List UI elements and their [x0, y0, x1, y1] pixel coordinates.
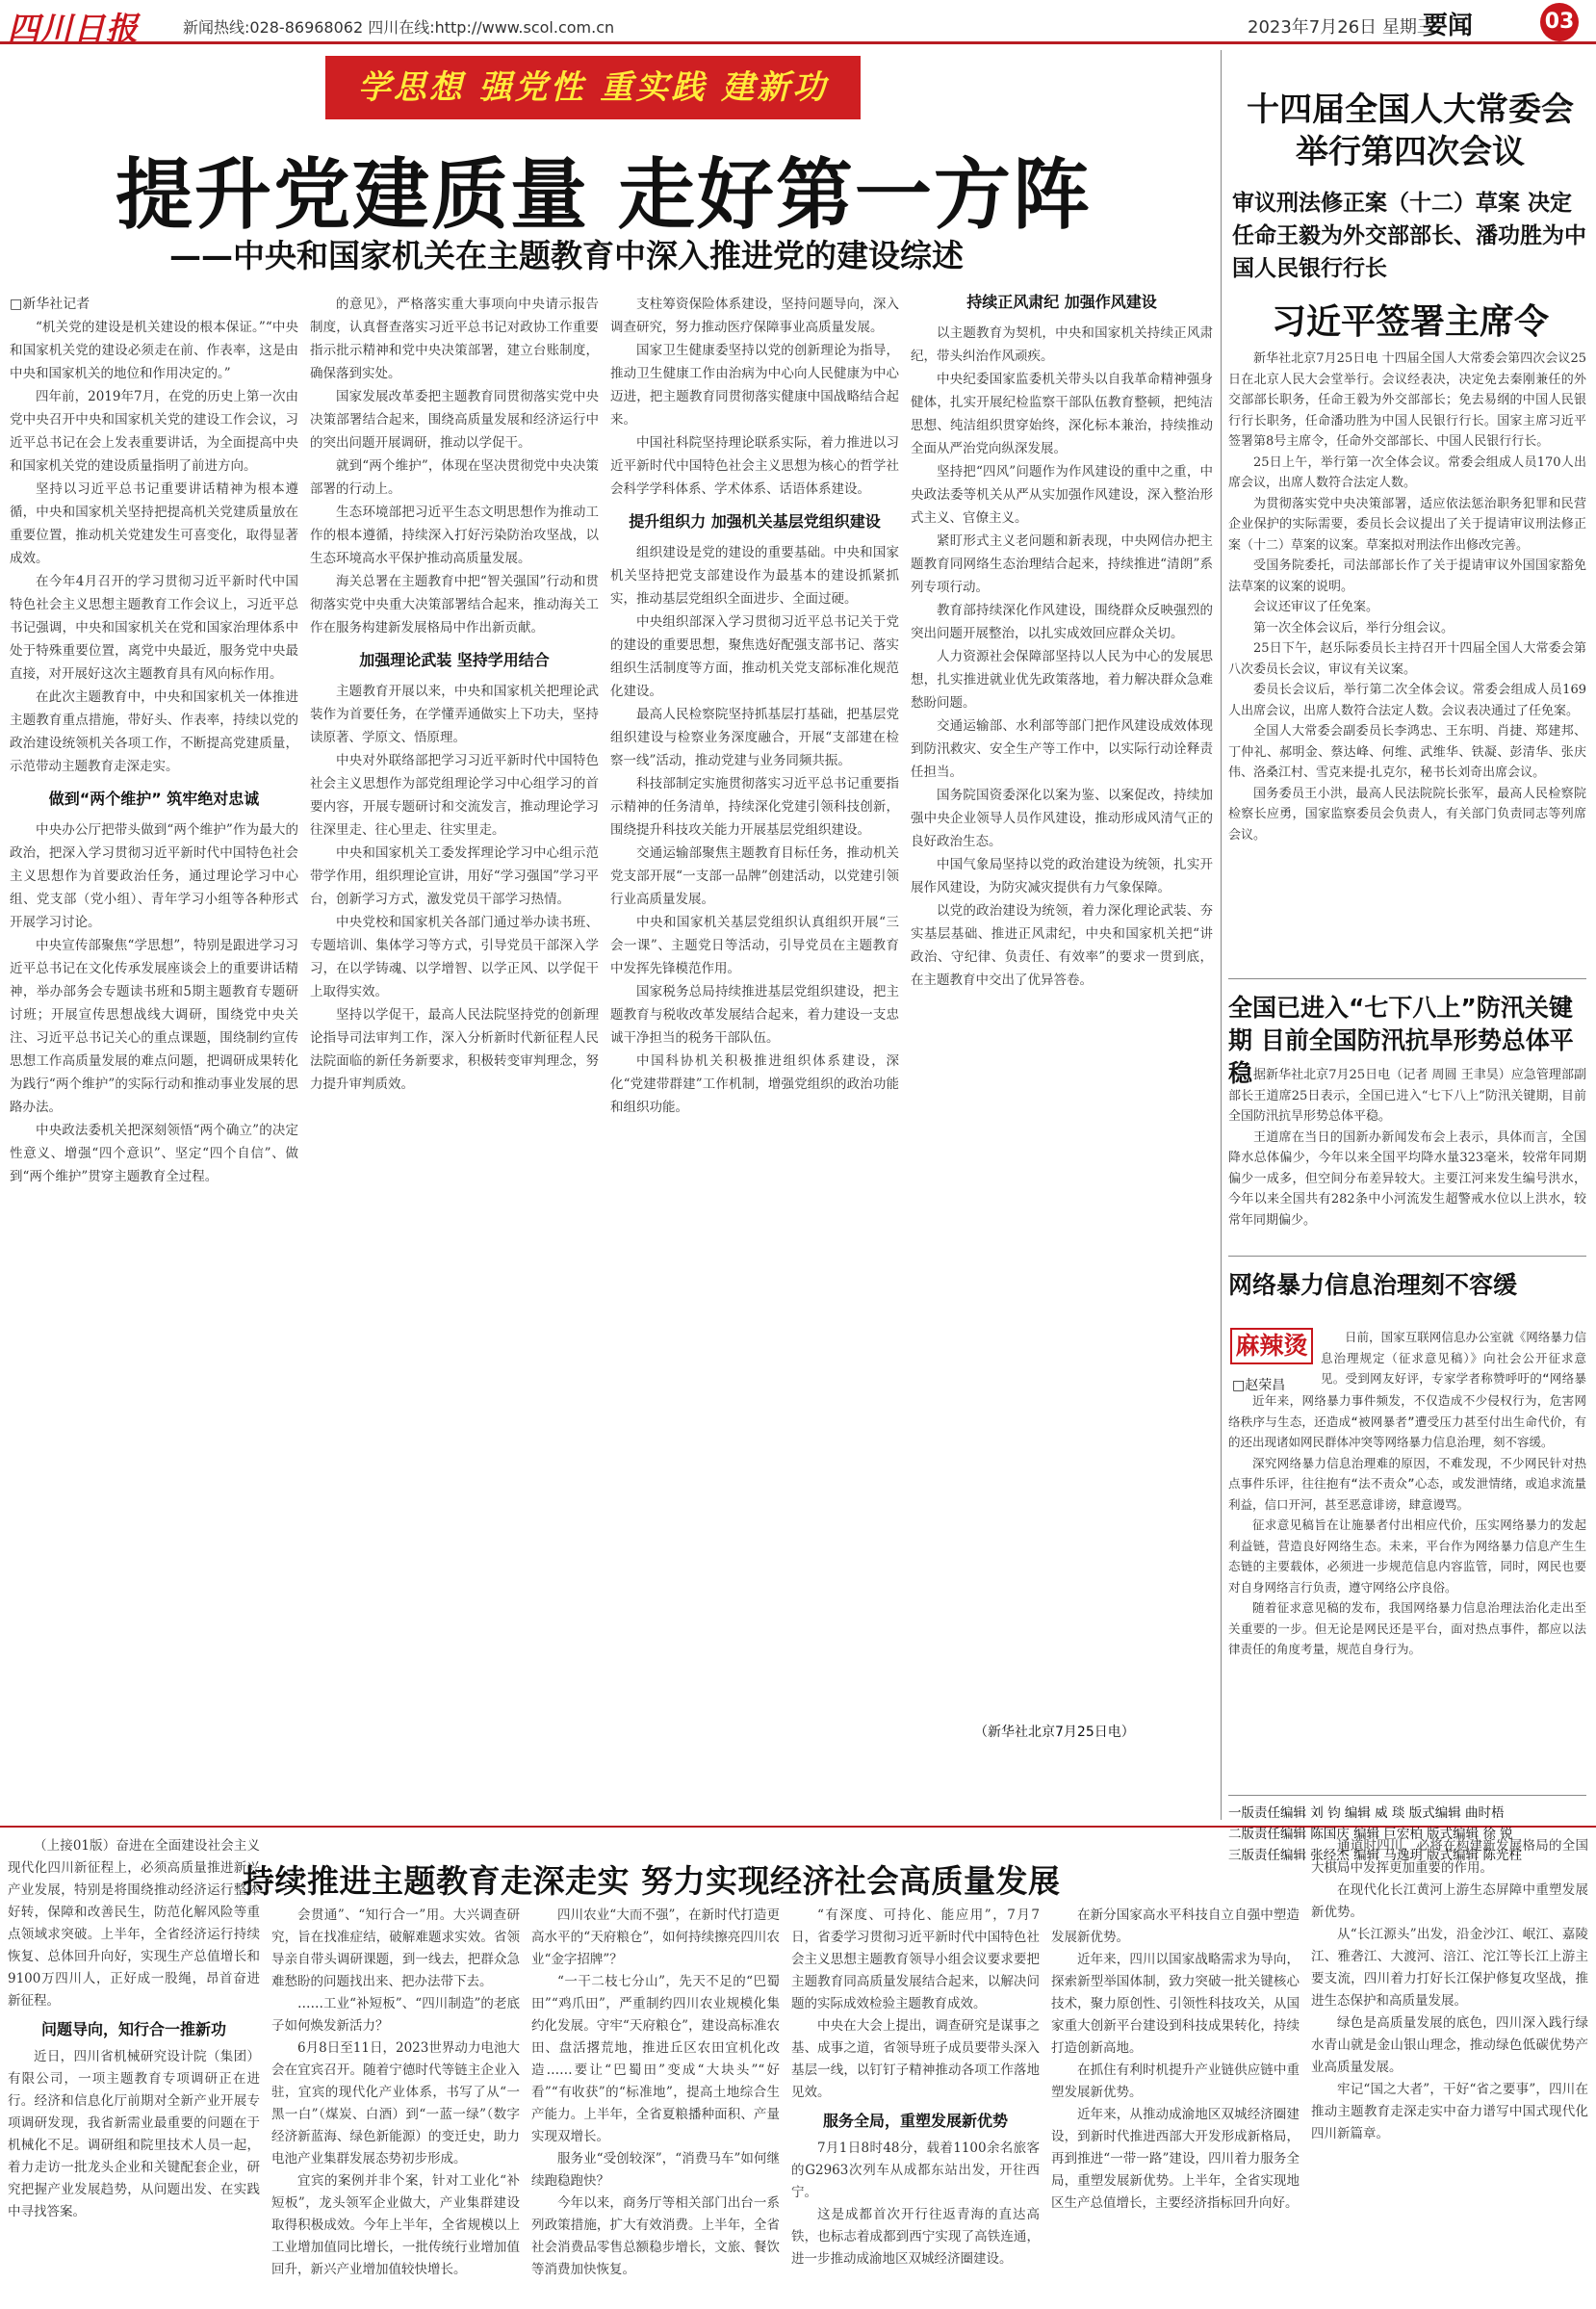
- paragraph: “有深度、可持化、能应用”，7月7日，省委学习贯彻习近平新时代中国特色社会主义思想主题教育领导小组会议要求要把主题教育同高质量发展结合起来，以解决问题的实际成效检验主题教育成效。: [791, 1907, 1040, 2011]
- paragraph: “机关党的建设是机关建设的根本保证。”“中央和国家机关党的建设必须走在前、作表率，这是由中央和国家机关的地位和作用决定的。”: [10, 320, 298, 381]
- paragraph: 王道席在当日的国新办新闻发布会上表示，具体而言，全国降水总体偏少，今年以来全国平均降水量323毫米，较常年同期偏少一成多，但空间分布差异较大。主要江河来发生编号洪水，今年以来全国共有282条中小河流发生超警戒水位以上洪水，较常年同期偏少。: [1228, 1129, 1586, 1228]
- paragraph: 会贯通”、“知行合一”用。大兴调查研究，旨在找准症结，破解难题求实效。省领导亲自带头调研课题，到一线去，把群众急难愁盼的问题找出来、把办法带下去。: [271, 1907, 520, 1989]
- paragraph: 近日，四川省机械研究设计院（集团）有限公司，一项主题教育专项调研正在进行。经济和信息化厅前期对全新产业开展专项调研发现，我省新需业最重要的问题在于机械化不足。调研组和院里技术人员一起，着力走访一批龙头企业和关键配套企业，研究把握产业发展趋势，从问题出发、在实践中寻找答案。: [8, 2049, 260, 2219]
- page-number-badge: 03: [1540, 3, 1579, 41]
- paragraph: 近年来，从推动成渝地区双城经济圈建设，到新时代推进西部大开发形成新格局，再到推进“一带一路”建设，四川着力服务全局，重塑发展新优势。上半年，全省实现地区生产总值增长，主要经济指标回升向好。: [1051, 2107, 1300, 2211]
- bottom-column-4: [791, 1905, 1040, 2309]
- paragraph: 最高人民检察院坚持抓基层打基础，把基层党组织建设与检察业务深度融合，开展“支部建在检察一线”活动，推动党建与业务同频共振。: [610, 707, 899, 768]
- npc-main-headline: 习近平签署主席令: [1271, 302, 1549, 342]
- paragraph: 人力资源社会保障部坚持以人民为中心的发展思想，扎实推进就业优先政策落地，着力解决群众急难愁盼问题。: [911, 649, 1213, 711]
- paragraph: 据新华社北京7月25日电（记者 周圆 王聿昊）应急管理部副部长王道席25日表示，全国已进入“七下八上”防汛关键期，目前全国防汛抗旱形势总体平稳。: [1228, 1068, 1586, 1124]
- flood-headline: 全国已进入“七下八上”防汛关键期 目前全国防汛抗旱形势总体平稳: [1228, 994, 1574, 1087]
- paragraph: 国务委员王小洪，最高人民法院院长张军，最高人民检察院检察长应勇，国家监察委员会负责人，有关部门负责同志等列席会议。: [1228, 786, 1586, 843]
- paragraph: 通道时四川，必将在构建新发展格局的全国大棋局中发挥更加重要的作用。: [1311, 1838, 1588, 1876]
- paragraph: 中国科协机关积极推进组织体系建设，深化“党建带群建”工作机制，增强党组织的政治功能和组织功能。: [610, 1053, 899, 1115]
- divider: [1228, 1795, 1586, 1796]
- campaign-banner: 学思想 强党性 重实践 建新功: [325, 56, 861, 119]
- paragraph: 科技部制定实施贯彻落实习近平总书记重要指示精神的任务清单，持续深化党建引领科技创新，围绕提升科技攻关能力开展基层党组织建设。: [610, 776, 899, 838]
- paragraph: 25日下午，赵乐际委员长主持召开十四届全国人大常委会第八次委员长会议，审议有关议案。: [1228, 641, 1586, 677]
- paragraph: 在新分国家高水平科技自立自强中塑造发展新优势。: [1051, 1907, 1300, 1945]
- section-subheading: 做到“两个维护” 筑牢绝对忠诚: [48, 790, 260, 808]
- paragraph: 委员长会议后，举行第二次全体会议。常委会组成人员169人出席会议，出席人数符合法定人数。会议表决通过了任免案。: [1228, 683, 1586, 718]
- bottom-column-5: [1051, 1905, 1300, 2309]
- paragraph: 国家发展改革委把主题教育同贯彻落实党中央决策部署结合起来，围绕高质量发展和经济运行中的突出问题开展调研，推动以学促干。: [310, 389, 599, 451]
- article-column-1: [10, 293, 298, 1814]
- paragraph: 服务业“受创较深”，“消费马车”如何继续跑稳跑快？: [531, 2151, 780, 2189]
- paragraph: 在抓住有利时机提升产业链供应链中重塑发展新优势。: [1051, 2063, 1300, 2100]
- main-headline: 提升党建质量 走好第一方阵: [116, 150, 1092, 240]
- editor-credit-line: 一版责任编辑 刘 钧 编辑 威 琰 版式编辑 曲时梧: [1228, 1805, 1505, 1821]
- paragraph: 为贯彻落实党中央决策部署，适应依法惩治职务犯罪和民营企业保护的实际需要，委员长会议提出了关于提请审议刑法修正案（十二）草案的议案。草案拟对刑法作出修改完善。: [1228, 496, 1586, 553]
- paragraph: 坚持以习近平总书记重要讲话精神为根本遵循，中央和国家机关坚持把提高机关党建质量放在重要位置，推动机关党建发生可喜变化，取得显著成效。: [10, 481, 298, 566]
- paragraph: 全国人大常委会副委员长李鸿忠、王东明、肖捷、郑建邦、丁仲礼、郝明金、蔡达峰、何维、武维华、铁凝、彭清华、张庆伟、洛桑江村、雪克来提·扎克尔，秘书长刘奇出席会议。: [1228, 724, 1586, 780]
- paragraph: ……工业“补短板”、“四川制造”的老底子如何焕发新活力？: [271, 1996, 520, 2034]
- paragraph: 近年来，网络暴力事件频发，不仅造成不少侵权行为，危害网络秩序与生态，还造成“被网暴者”遭受压力甚至付出生命代价，有的还出现诸如网民群体冲突等网络暴力信息治理，刻不容缓。: [1228, 1393, 1586, 1449]
- paragraph: “一干二枝七分山”，先天不足的“巴蜀田”“鸡爪田”，严重制约四川农业规模化集约化发展。守牢“天府粮仓”，建设高标准农田、盘活撂荒地，推进丘区农田宜机化改造……要让“巴蜀田”变成“大块头”“好看”“有收获”的“标准地”，提高土地综合生产能力。上半年，全省夏粮播种面积、产量实现双增长。: [531, 1974, 780, 2144]
- paragraph: 中央和国家机关基层党组织认真组织开展“三会一课”、主题党日等活动，引导党员在主题教育中发挥先锋模范作用。: [610, 915, 899, 976]
- commentary-body: [1228, 1390, 1586, 1777]
- paragraph: 四川农业“大而不强”，在新时代打造更高水平的“天府粮仓”，如何持续擦亮四川农业“金字招牌”？: [531, 1907, 780, 1967]
- paragraph: 绿色是高质量发展的底色，四川深入践行绿水青山就是金山银山理念，推动绿色低碳优势产业高质量发展。: [1311, 2015, 1588, 2075]
- paragraph: 国家税务总局持续推进基层党组织建设，把主题教育与税收改革发展结合起来，着力建设一支忠诚干净担当的税务干部队伍。: [610, 984, 899, 1046]
- section-label: 要闻: [1423, 12, 1474, 40]
- paragraph: 25日上午，举行第一次全体会议。常委会组成人员170人出席会议，出席人数符合法定人数。: [1228, 454, 1586, 490]
- column-logo: 麻辣烫: [1230, 1328, 1313, 1364]
- paragraph: 中央办公厅把带头做到“两个维护”作为最大的政治，把深入学习贯彻习近平新时代中国特色社会主义思想作为首要政治任务，通过理论学习中心组、党支部（党小组）、青年学习小组等各种形式开展学习讨论。: [10, 822, 298, 930]
- section-subheading: 提升组织力 加强机关基层党组织建设: [629, 512, 881, 531]
- commentary-intro: [1321, 1327, 1586, 1390]
- paragraph: 组织建设是党的建设的重要基础。中央和国家机关坚持把党支部建设作为最基本的建设抓紧抓实，推动基层党组织全面进步、全面过硬。: [610, 545, 899, 607]
- paragraph: 交通运输部、水利部等部门把作风建设成效体现到防汛救灾、安全生产等工作中，以实际行动诠释责任担当。: [911, 718, 1213, 780]
- paragraph: 以主题教育为契机，中央和国家机关持续正风肃纪，带头纠治作风顽疾。: [911, 325, 1213, 364]
- commentary-author: □赵荣昌: [1232, 1378, 1286, 1393]
- section-subheading: 加强理论武装 坚持学用结合: [359, 651, 550, 669]
- article-column-3: [610, 293, 899, 1814]
- divider: [1228, 1256, 1586, 1257]
- flood-article-body: [1228, 1065, 1586, 1244]
- paragraph: 中央宣传部聚焦“学思想”，特别是跟进学习习近平总书记在文化传承发展座谈会上的重要讲话精神，举办部务会专题读书班和5期主题教育专题研讨班；开展宣传思想战线大调研，围绕党中央关注、习近平总书记关心的重点课题，围绕制约宣传思想工作高质量发展的难点问题，把调研成果转化为践行“两个维护”的实际行动和推动事业发展的思路办法。: [10, 938, 298, 1115]
- paragraph: 中央党校和国家机关各部门通过举办读书班、专题培训、集体学习等方式，引导党员干部深入学习，在以学铸魂、以学增智、以学正风、以学促干上取得实效。: [310, 915, 599, 999]
- masthead-logo: 四川日报: [8, 10, 139, 47]
- bottom-column-6: [1311, 1835, 1588, 2309]
- bottom-headline: 持续推进主题教育走深走实 努力实现经济社会高质量发展: [243, 1862, 1061, 1900]
- paragraph: 坚持把“四风”问题作为作风建设的重中之重，中央政法委等机关从严从实加强作风建设，深入整治形式主义、官僚主义。: [911, 464, 1213, 526]
- paragraph: 牢记“国之大者”，干好“省之要事”，四川在推动主题教育走深走实中奋力谱写中国式现代化四川新篇章。: [1311, 2082, 1588, 2141]
- divider: [1228, 978, 1586, 979]
- paragraph: 从“长江源头”出发，沿金沙江、岷江、嘉陵江、雅砻江、大渡河、涪江、沱江等长江上游主要支流，四川着力打好长江保护修复攻坚战，推进生态保护和高质量发展。: [1311, 1927, 1588, 2009]
- section-subheading: 服务全局，重塑发展新优势: [822, 2112, 1008, 2130]
- npc-headline: 十四届全国人大常委会举行第四次会议: [1247, 91, 1574, 171]
- paragraph: 海关总署在主题教育中把“智关强国”行动和贯彻落实党中央重大决策部署结合起来，推动海关工作在服务构建新发展格局中作出新贡献。: [310, 574, 599, 636]
- column-divider: [1221, 50, 1222, 1820]
- paragraph: 中央政法委机关把深刻领悟“两个确立”的决定性意义、增强“四个意识”、坚定“四个自信”、做到“两个维护”贯穿主题教育全过程。: [10, 1123, 298, 1184]
- paragraph: 中央在大会上提出，调查研究是谋事之基、成事之道，省领导班子成员要带头深入基层一线，以钉钉子精神推动各项工作落地见效。: [791, 2018, 1040, 2100]
- article-column-4: [911, 281, 1213, 1716]
- paragraph: 这是成都首次开行往返青海的直达高铁，也标志着成都到西宁实现了高铁连通，进一步推动成渝地区双城经济圈建设。: [791, 2207, 1040, 2267]
- paragraph: 中国社科院坚持理论联系实际，着力推进以习近平新时代中国特色社会主义思想为核心的哲学社会科学学科体系、学术体系、话语体系建设。: [610, 435, 899, 497]
- paragraph: 中央对外联络部把学习习近平新时代中国特色社会主义思想作为部党组理论学习中心组学习的首要内容，开展专题研讨和交流发言，推动理论学习往深里走、往心里走、往实里走。: [310, 753, 599, 838]
- paragraph: 主题教育开展以来，中央和国家机关把理论武装作为首要任务，在学懂弄通做实上下功夫，坚持读原著、学原文、悟原理。: [310, 684, 599, 745]
- editor-credit-line: 三版责任编辑 张经杰 编辑 马逸玥 版式编辑 陈光柱: [1228, 1848, 1522, 1863]
- bottom-column-2: [271, 1905, 520, 2309]
- hotline-text: 新闻热线:028-86968062 四川在线:http://www.scol.com.cn: [183, 18, 615, 37]
- paragraph: 中国气象局坚持以党的政治建设为统领，扎实开展作风建设，为防灾减灾提供有力气象保障。: [911, 857, 1213, 895]
- paragraph: 国家卫生健康委坚持以党的创新理论为指导，推动卫生健康工作由治病为中心向人民健康为中心迈进，把主题教育同贯彻落实健康中国战略结合起来。: [610, 343, 899, 428]
- paragraph: 日前，国家互联网信息办公室就《网络暴力信息治理规定（征求意见稿）》向社会公开征求意见。受到网友好评，专家学者称赞呼吁的“网络暴: [1321, 1330, 1586, 1386]
- paragraph: 生态环境部把习近平生态文明思想作为推动工作的根本遵循，持续深入打好污染防治攻坚战，以生态环境高水平保护推动高质量发展。: [310, 505, 599, 566]
- issue-date: 2023年7月26日 星期三: [1248, 17, 1434, 38]
- paragraph: 国务院国资委深化以案为鉴、以案促改，持续加强中央企业领导人员作风建设，推动形成风清气正的良好政治生态。: [911, 788, 1213, 849]
- paragraph: 中央组织部深入学习贯彻习近平总书记关于党的建设的重要思想，聚焦选好配强支部书记、落实组织生活制度等方面，推动机关党支部标准化规范化建设。: [610, 614, 899, 699]
- npc-article-body: [1228, 349, 1586, 965]
- paragraph: 今年以来，商务厅等相关部门出台一系列政策措施，扩大有效消费。上半年，全省社会消费品零售总额稳步增长，文旅、餐饮等消费加快恢复。: [531, 2195, 780, 2277]
- paragraph: 新华社北京7月25日电 十四届全国人大常委会第四次会议25日在北京人民大会堂举行。会议经表决，决定免去秦刚兼任的外交部部长职务，任命王毅为外交部部长；免去易纲的中国人民银行行长职务，任命潘功胜为中国人民银行行长。国家主席习近平签署第8号主席令，任命外交部部长、中国人民银行行长。: [1228, 351, 1586, 449]
- paragraph: 深究网络暴力信息治理难的原因，不难发现，不少网民针对热点事件乐评，往往抱有“法不责众”心态，或发泄情绪，或追求流量利益，信口开河，甚至恶意诽谤，肆意谩骂。: [1228, 1455, 1586, 1512]
- paragraph: 受国务院委托，司法部部长作了关于提请审议外国国家豁免法草案的议案的说明。: [1228, 558, 1586, 594]
- section-subheading: 持续正风肃纪 加强作风建设: [966, 293, 1157, 311]
- paragraph: 坚持以学促干，最高人民法院坚持党的创新理论指导司法审判工作，深入分析新时代新征程人民法院面临的新任务新要求，积极转变审判理念，努力提升审判质效。: [310, 1007, 599, 1092]
- commentary-headline: 网络暴力信息治理刻不容缓: [1228, 1271, 1518, 1299]
- paragraph: 教育部持续深化作风建设，围绕群众反映强烈的突出问题开展整治，以扎实成效回应群众关切。: [911, 603, 1213, 641]
- bottom-column-1: [8, 1835, 260, 2309]
- paragraph: 在现代化长江黄河上游生态屏障中重塑发展新优势。: [1311, 1882, 1588, 1920]
- paragraph: （上接01版）奋进在全面建设社会主义现代化四川新征程上，必须高质量推进新兴产业发展，特别是将围绕推动经济运行整体好转，保障和改善民生，防范化解风险等重点领域求突破。上半年，全省经济运行持续恢复、总体回升向好，实现生产总值增长和9100万四川人，正好成一股绳，昂首奋进新征程。: [8, 1838, 260, 2009]
- bottom-column-3: [531, 1905, 780, 2309]
- paragraph: 支柱筹资保险体系建设，坚持问题导向，深入调查研究，努力推动医疗保障事业高质量发展。: [610, 297, 899, 335]
- paragraph: 第一次全体会议后，举行分组会议。: [1253, 620, 1454, 636]
- paragraph: 中央纪委国家监委机关带头以自我革命精神强身健体，扎实开展纪检监察干部队伍教育整顿，把纯洁思想、纯洁组织贯穿始终，深化标本兼治，持续推动全面从严治党向纵深发展。: [911, 372, 1213, 456]
- section-subheading: 问题导向，知行合一推新功: [40, 2020, 226, 2038]
- paragraph: 在今年4月召开的学习贯彻习近平新时代中国特色社会主义思想主题教育工作会议上，习近平总书记强调，中央和国家机关在党和国家治理体系中处于特殊重要位置，离党中央最近，服务党中央最直接，对开展好这次主题教育具有风向标作用。: [10, 574, 298, 682]
- paragraph: 的意见》，严格落实重大事项向中央请示报告制度，认真督查落实习近平总书记对政协工作重要指示批示精神和党中央决策部署，建立台账制度，确保落到实处。: [310, 297, 599, 381]
- article-column-2: [310, 293, 599, 1814]
- paragraph: 征求意见稿旨在让施暴者付出相应代价，压实网络暴力的发起利益链，营造良好网络生态。未来，平台作为网络暴力信息产生生态链的主要载体，必须进一步规范信息内容监管，同时，网民也要对自身网络言行负责，遵守网络公序良俗。: [1228, 1518, 1586, 1595]
- dateline: （新华社北京7月25日电）: [974, 1725, 1135, 1740]
- editor-credit-line: 二版责任编辑 陈国庆 编辑 巨宏柏 版式编辑 徐 锐: [1228, 1827, 1513, 1842]
- paragraph: 以党的政治建设为统领，着力深化理论武装、夯实基层基础、推进正风肃纪，中央和国家机关把“讲政治、守纪律、负责任、有效率”的要求一贯到底，在主题教育中交出了优异答卷。: [911, 903, 1213, 988]
- paragraph: 交通运输部聚焦主题教育目标任务，推动机关党支部开展“一支部一品牌”创建活动，以党建引领行业高质量发展。: [610, 845, 899, 907]
- paragraph: 中央和国家机关工委发挥理论学习中心组示范带学作用，组织理论宣讲，用好“学习强国”学习平台，创新学习方式，激发党员干部学习热情。: [310, 845, 599, 907]
- paragraph: 紧盯形式主义老问题和新表现，中央网信办把主题教育同网络生态治理结合起来，持续推进“清朗”系列专项行动。: [911, 533, 1213, 595]
- paragraph: 6月8日至11日，2023世界动力电池大会在宜宾召开。随着宁德时代等链主企业入驻，宜宾的现代化产业体系，书写了从“一黑一白”（煤炭、白酒）到“一蓝一绿”（数字经济新蓝海、绿色新能源）的变迁史，助力电池产业集群发展态势初步形成。: [271, 2040, 520, 2166]
- main-subheadline: ——中央和国家机关在主题教育中深入推进党的建设综述: [169, 237, 964, 274]
- paragraph: 四年前，2019年7月，在党的历史上第一次由党中央召开中央和国家机关党的建设工作会议，习近平总书记在会上发表重要讲话，为全面提高中央和国家机关党的建设质量指明了前进方向。: [10, 389, 298, 474]
- paragraph: 就到“两个维护”，体现在坚决贯彻党中央决策部署的行动上。: [310, 458, 599, 497]
- npc-subheadline: 审议刑法修正案（十二）草案 决定任命王毅为外交部部长、潘功胜为中国人民银行行长: [1232, 191, 1586, 281]
- paragraph: 在此次主题教育中，中央和国家机关一体推进主题教育重点措施，带好头、作表率，持续以党的政治建设统领机关各项工作，不断提高党建质量，示范带动主题教育走深走实。: [10, 689, 298, 774]
- page-header: [0, 0, 1596, 47]
- paragraph: 宜宾的案例并非个案，针对工业化“补短板”，龙头领军企业做大，产业集群建设取得积极成效。今年上半年，全省规模以上工业增加值同比增长，一批传统行业增加值回升，新兴产业增加值较快增长。: [271, 2173, 520, 2277]
- paragraph: 随着征求意见稿的发布，我国网络暴力信息治理法治化走出至关重要的一步。但无论是网民还是平台，面对热点事件，都应以法律责任的角度考量，规范自身行为。: [1228, 1600, 1586, 1656]
- paragraph: 会议还审议了任免案。: [1253, 600, 1379, 614]
- paragraph: 7月1日8时48分，载着1100余名旅客的G2963次列车从成都东站出发，开往西宁。: [791, 2140, 1040, 2200]
- paragraph: 近年来，四川以国家战略需求为导向，探索新型举国体制，致力突破一批关键核心技术，聚力原创性、引领性科技攻关，从国家重大创新平台建设到科技成果转化，持续打造创新高地。: [1051, 1952, 1300, 2056]
- byline: □新华社记者: [10, 297, 90, 312]
